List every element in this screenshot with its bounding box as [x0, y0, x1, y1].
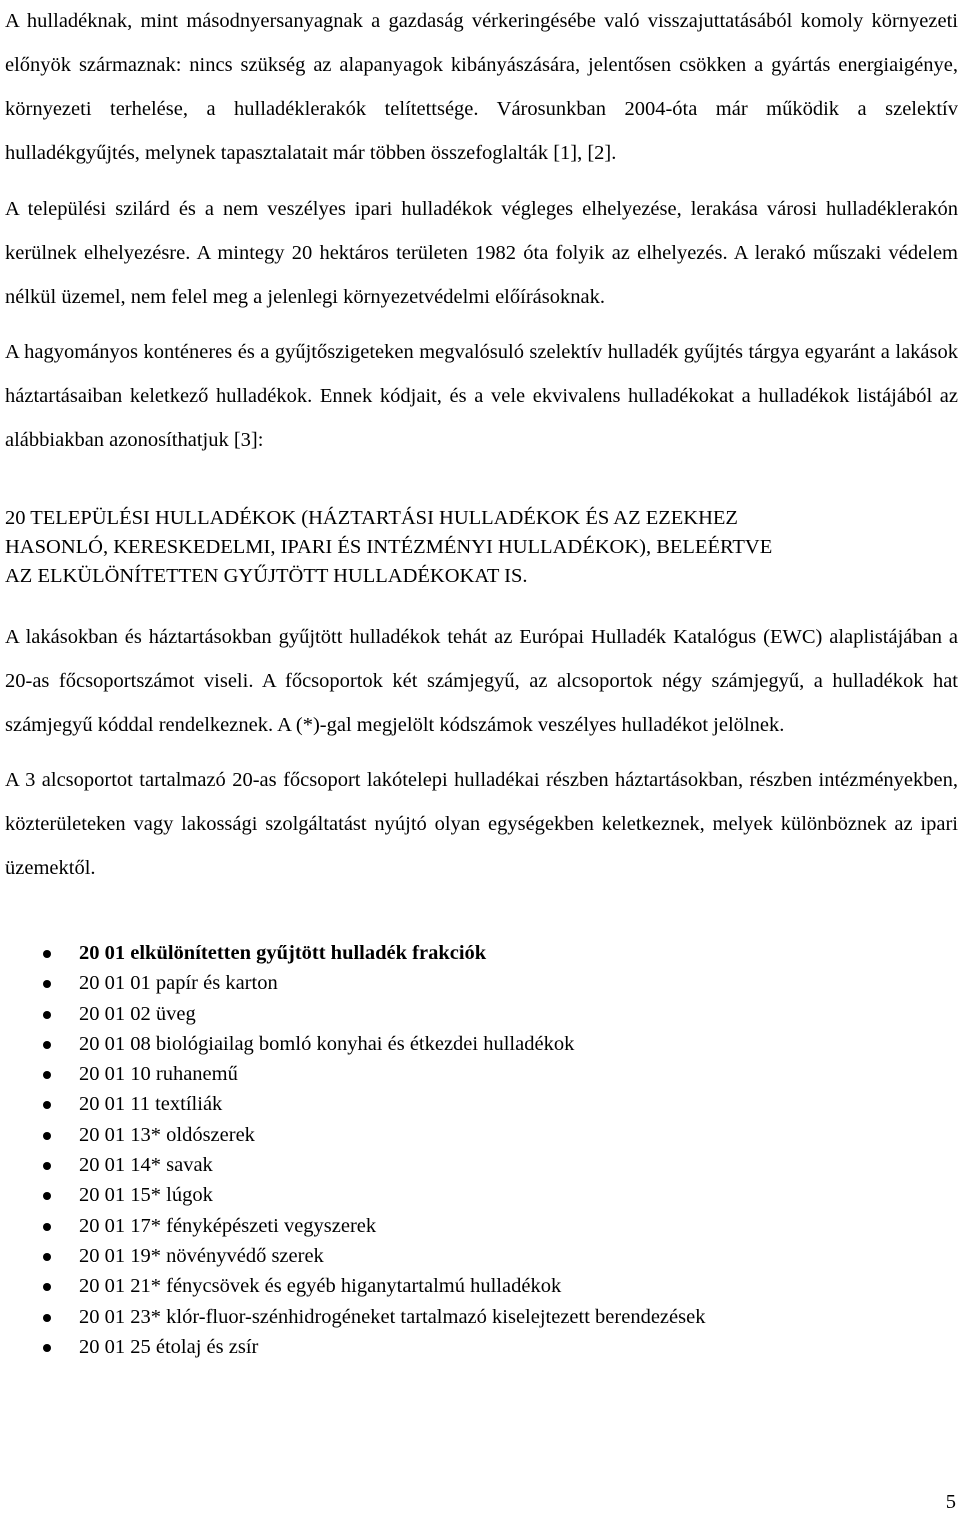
bullet-icon: [43, 1071, 51, 1079]
list-item-text: 20 01 13* oldószerek: [79, 1123, 255, 1146]
waste-category-heading: [5, 504, 958, 591]
paragraph-ewc: A lakásokban és háztartásokban gyűjtött hulladékok tehát az Európai Hulladék Katalógus (EWC) alaplistájában a 20-as főcsoportszámot viseli. A főcsoportok két számjegyű, az alcsoportok négy számjegyű, a hulladékok hat számjegyű kóddal rendelkeznek. A (*)-gal megjelölt kódszámok veszélyes hulladékot jelölnek.: [5, 626, 958, 736]
list-item-text: 20 01 14* savak: [79, 1154, 213, 1177]
bullet-icon: [43, 1344, 51, 1352]
list-item-text: 20 01 10 ruhanemű: [79, 1063, 238, 1086]
list-item-text: 20 01 08 biológiailag bomló konyhai és étkezdei hulladékok: [79, 1032, 575, 1055]
list-item-text: 20 01 02 üveg: [79, 1002, 196, 1025]
paragraph-intro: A hulladéknak, mint másodnyersanyagnak a gazdaság vérkeringésébe való visszajuttatásából komoly környezeti előnyök származnak: nincs szükség az alapanyagok kibányászására, jelentősen csökken a gyártás energiaigénye, környezeti terhelése, a hulladéklerakók telítettsége. Városunkban 2004-óta már működik a szelektív hulladékgyűjtés, melynek tapasztalatait már többen összefoglalták [1], [2].: [5, 10, 958, 164]
list-item: [5, 1302, 958, 1332]
bullet-icon: [43, 1132, 51, 1140]
bullet-icon: [43, 1283, 51, 1291]
bullet-icon: [43, 1011, 51, 1019]
list-item-text: 20 01 17* fényképészeti vegyszerek: [79, 1214, 377, 1237]
list-item: [5, 1241, 958, 1271]
paragraph-subgroups: A 3 alcsoportot tartalmazó 20-as főcsoport lakótelepi hulladékai részben háztartásokban, részben intézményekben, közterületeken vagy lakossági szolgáltatást nyújtó olyan egységekben keletkeznek, melyek különböznek az ipari üzemektől.: [5, 769, 958, 879]
list-item: [5, 999, 958, 1029]
bullet-icon: [43, 950, 51, 958]
list-item-text: 20 01 21* fénycsövek és egyéb higanytartalmú hulladékok: [79, 1275, 562, 1298]
bullet-icon: [43, 980, 51, 988]
list-item-text: 20 01 19* növényvédő szerek: [79, 1244, 324, 1267]
list-item: [5, 1271, 958, 1301]
paragraph-landfill: A települési szilárd és a nem veszélyes ipari hulladékok végleges elhelyezése, lerakása városi hulladéklerakón kerülnek elhelyezésre. A mintegy 20 hektáros területen 1982 óta folyik az elhelyezés. A lerakó műszaki védelem nélkül üzemel, nem felel meg a jelenlegi környezetvédelmi előírásoknak.: [5, 198, 958, 308]
list-item: [5, 1211, 958, 1241]
list-item: [5, 1059, 958, 1089]
list-item-text: 20 01 23* klór-fluor-szénhidrogéneket tartalmazó kiselejtezett berendezések: [79, 1305, 706, 1328]
list-item: [5, 1029, 958, 1059]
list-item: [5, 1150, 958, 1180]
heading-line: 20 TELEPÜLÉSI HULLADÉKOK (HÁZTARTÁSI HULLADÉKOK ÉS AZ EZEKHEZ: [5, 507, 738, 529]
list-item: [5, 1332, 958, 1362]
bullet-icon: [43, 1192, 51, 1200]
bullet-icon: [43, 1223, 51, 1231]
bullet-icon: [43, 1253, 51, 1261]
list-item-text: 20 01 11 textíliák: [79, 1093, 223, 1116]
list-item-text: 20 01 elkülönítetten gyűjtött hulladék frakciók: [79, 942, 487, 964]
list-item-text: 20 01 01 papír és karton: [79, 972, 278, 995]
waste-code-list: [5, 938, 958, 1362]
bullet-icon: [43, 1041, 51, 1049]
list-item: [5, 968, 958, 998]
list-item: [5, 938, 958, 968]
document-page: [5, 0, 958, 1362]
list-item: [5, 1120, 958, 1150]
list-item-text: 20 01 15* lúgok: [79, 1184, 213, 1207]
page-number: 5: [945, 1491, 956, 1513]
list-item: [5, 1089, 958, 1119]
list-item: [5, 1180, 958, 1210]
bullet-icon: [43, 1162, 51, 1170]
heading-line: AZ ELKÜLÖNÍTETTEN GYŰJTÖTT HULLADÉKOKAT IS.: [5, 565, 528, 587]
paragraph-collection: A hagyományos konténeres és a gyűjtőszigeteken megvalósuló szelektív hulladék gyűjtés tárgya egyaránt a lakások háztartásaiban keletkező hulladékok. Ennek kódjait, és a vele ekvivalens hulladékokat a hulladékok listájából az alábbiakban azonosíthatjuk [3]:: [5, 341, 958, 451]
bullet-icon: [43, 1314, 51, 1322]
list-item-text: 20 01 25 étolaj és zsír: [79, 1335, 259, 1358]
heading-line: HASONLÓ, KERESKEDELMI, IPARI ÉS INTÉZMÉNYI HULLADÉKOK), BELEÉRTVE: [5, 536, 773, 558]
bullet-icon: [43, 1101, 51, 1109]
